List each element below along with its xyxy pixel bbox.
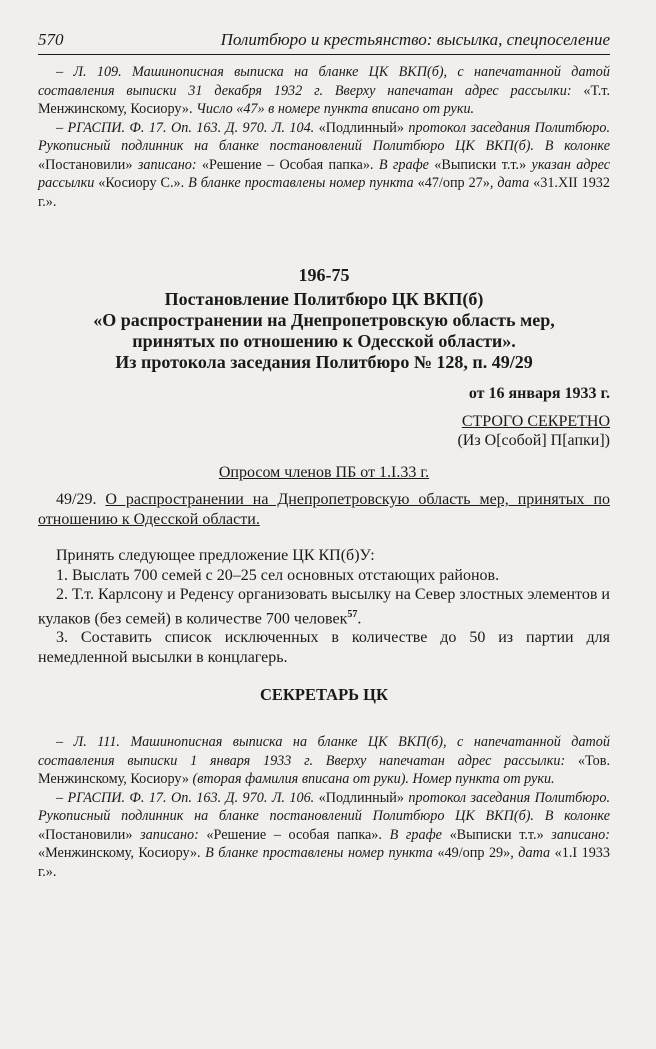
note-segment: записано:	[543, 826, 610, 843]
note-segment: «Косиору С.».	[98, 175, 185, 191]
note-segment: В графе	[381, 826, 450, 843]
note-segment: «Менжинскому, Косиору».	[38, 845, 201, 862]
note-segment: Число «47» в номере пункта вписано от руки.	[192, 101, 475, 117]
source-note	[38, 63, 610, 119]
footnote-ref: 57	[347, 608, 358, 620]
resolution-paragraph: Принять следующее предложение ЦК КП(б)У:	[56, 547, 375, 564]
source-notes-top	[38, 63, 610, 211]
note-segment: «Выписки т.т.»	[449, 826, 544, 843]
document-title	[38, 289, 610, 373]
resolution-text: 2. Т.т. Карлсону и Реденсу организовать высылку на Север злостных элементов и кулаков (без семей) в количестве 700 человек	[38, 586, 610, 627]
source-notes-bottom	[38, 733, 610, 881]
note-segment: «1.I 1933 г.».	[38, 845, 610, 880]
note-segment: , дата	[489, 175, 534, 191]
source-note	[38, 733, 610, 789]
secret-label: СТРОГО СЕКРЕТНО	[461, 413, 610, 430]
note-segment: «31.XII 1932 г.».	[38, 175, 610, 210]
note-segment: указан адрес рассылки	[38, 156, 610, 191]
note-segment: «Решение – Особая папка».	[201, 156, 374, 173]
source-note	[38, 789, 610, 882]
poll-line: Опросом членов ПБ от 1.I.33 г.	[218, 464, 430, 481]
note-segment: записано:	[132, 826, 207, 843]
signature: СЕКРЕТАРЬ ЦК	[260, 685, 388, 705]
note-segment: протокол заседания Политбюро. Рукописный подлинник на бланке постановлений Политбюро ЦК ВКП(б). В колонке	[38, 119, 610, 154]
running-title: Политбюро и крестьянство: высылка, спецпоселение	[220, 30, 610, 49]
note-segment: «Тов. Менжинскому, Косиору»	[38, 752, 610, 788]
note-segment: , дата	[510, 845, 555, 862]
resolution-body	[38, 546, 610, 667]
title-line: «О распространении на Днепропетровскую область мер,	[93, 310, 555, 330]
note-segment: «Выписки т.т.»	[434, 156, 527, 173]
item-number: 49/29.	[56, 491, 97, 508]
document-date: от 16 января 1933 г.	[468, 385, 610, 402]
note-segment: – Л. 109. Машинописная выписка на бланке ЦК ВКП(б), с напечатанной датой составления выписки 31 декабря 1932 г. Вверху напечатан адрес рассылки:	[38, 64, 610, 99]
note-segment: «Т.т. Менжинскому, Косиору».	[38, 82, 610, 117]
resolution-paragraph: 3. Составить список исключенных в количестве до 50 из партии для немедленной высылки в концлагерь.	[38, 629, 610, 666]
note-segment: В бланке проставлены номер пункта	[200, 845, 438, 862]
agenda-item	[38, 490, 610, 530]
resolution-paragraph: 1. Выслать 700 семей с 20–25 сел основных отстающих районов.	[56, 566, 500, 584]
note-segment: «Постановили»	[38, 156, 133, 173]
secret-sub: (Из О[собой] П[апки])	[457, 432, 610, 449]
note-segment: записано:	[132, 156, 202, 173]
note-segment: «Постановили»	[38, 826, 133, 843]
title-line: Постановление Политбюро ЦК ВКП(б)	[164, 289, 484, 309]
source-note	[38, 119, 610, 212]
resolution-paragraph: 2. Т.т. Карлсону и Реденсу организовать высылку на Север злостных элементов и кулаков (без семей) в количестве 700 человек$^{57}$.	[38, 586, 610, 627]
note-segment: «Решение – особая папка».	[206, 826, 382, 843]
document-number: 196-75	[298, 265, 350, 285]
note-segment: В бланке проставлены номер пункта	[184, 175, 418, 191]
note-segment: «49/опр 29»	[437, 845, 511, 862]
secrecy-stamp	[38, 412, 610, 450]
note-segment: В графе	[373, 156, 435, 173]
note-segment: протокол заседания Политбюро. Рукописный подлинник на бланке постановлений Политбюро ЦК ВКП(б). В колонке	[38, 789, 610, 825]
title-line: Из протокола заседания Политбюро № 128, п. 49/29	[115, 352, 533, 372]
note-segment: – РГАСПИ. Ф. 17. Оп. 163. Д. 970. Л. 106.	[56, 789, 319, 806]
running-header	[38, 30, 610, 55]
book-page	[38, 30, 610, 881]
note-segment: «47/опр 27»	[417, 175, 490, 191]
note-segment: «Подлинный»	[318, 789, 404, 806]
note-segment: «Подлинный»	[318, 119, 404, 136]
note-segment: (вторая фамилия вписана от руки). Номер пункта от руки.	[188, 771, 555, 788]
title-line: принятых по отношению к Одесской области».	[132, 331, 516, 351]
note-segment: – Л. 111. Машинописная выписка на бланке ЦК ВКП(б), с напечатанной датой составления выписки 1 января 1933 г. Вверху напечатан адрес рассылки:	[38, 734, 610, 769]
note-segment: – РГАСПИ. Ф. 17. Оп. 163. Д. 970. Л. 104.	[56, 119, 319, 136]
item-title: О распространении на Днепропетровскую область мер, принятых по отношению к Одесской области.	[38, 491, 610, 528]
page-number: 570	[38, 30, 64, 49]
